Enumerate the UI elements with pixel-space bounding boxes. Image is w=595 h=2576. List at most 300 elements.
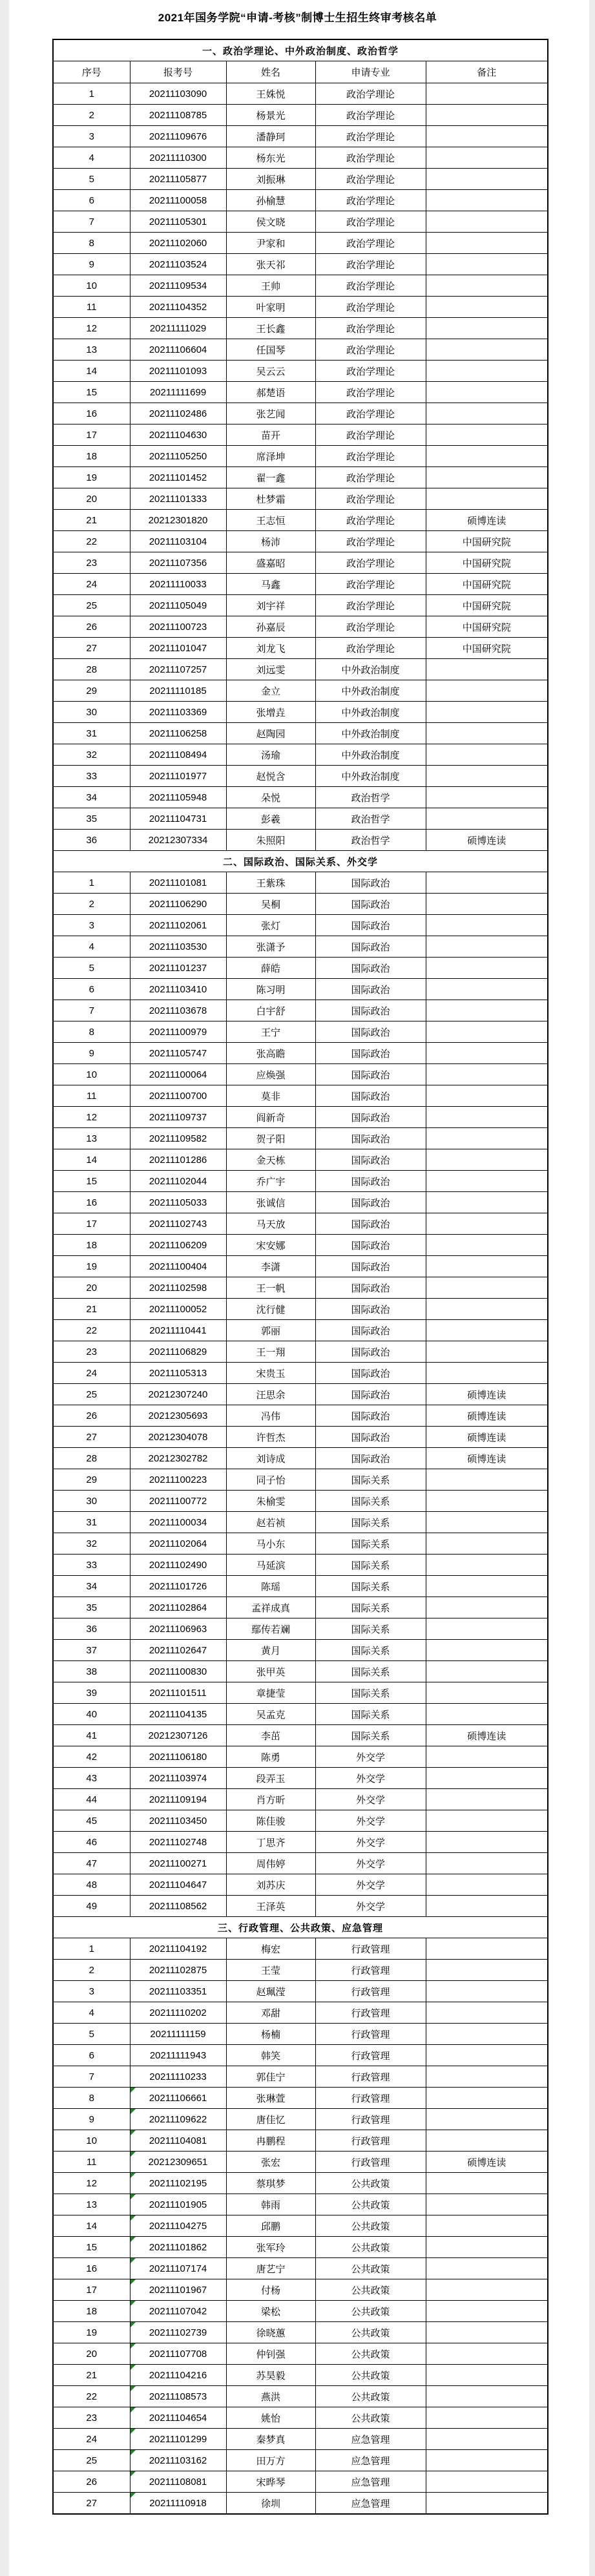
cell-note (426, 1832, 548, 1853)
cell-major: 政治学理论 (315, 126, 426, 147)
cell-note (426, 105, 548, 126)
cell-major: 行政管理 (315, 1960, 426, 1981)
cell-note (426, 1171, 548, 1192)
cell-applicant-id: 20211102195 (130, 2173, 226, 2194)
cell-seq: 21 (53, 1299, 130, 1320)
cell-applicant-id: 20211100830 (130, 1661, 226, 1682)
cell-name: 仲钊强 (226, 2343, 315, 2365)
cell-name: 黄月 (226, 1640, 315, 1661)
cell-seq: 24 (53, 574, 130, 595)
cell-name: 韩雨 (226, 2194, 315, 2215)
cell-applicant-id: 20211110233 (130, 2066, 226, 2088)
cell-name: 孙嘉辰 (226, 616, 315, 638)
cell-note (426, 2322, 548, 2343)
cell-name: 马鑫 (226, 574, 315, 595)
cell-applicant-id: 20211104275 (130, 2215, 226, 2237)
cell-major: 外交学 (315, 1896, 426, 1917)
cell-seq: 1 (53, 1938, 130, 1960)
cell-name: 阎新奇 (226, 1107, 315, 1128)
cell-seq: 13 (53, 339, 130, 361)
cell-name: 王莹 (226, 1960, 315, 1981)
table-row (53, 1533, 548, 1555)
cell-note (426, 382, 548, 403)
cell-note (426, 723, 548, 744)
cell-seq: 24 (53, 2429, 130, 2450)
cell-major: 应急管理 (315, 2429, 426, 2450)
cell-name: 叶家明 (226, 297, 315, 318)
cell-applicant-id: 20211108494 (130, 744, 226, 766)
cell-major: 公共政策 (315, 2301, 426, 2322)
cell-major: 政治学理论 (315, 552, 426, 574)
cell-name: 吴孟克 (226, 1704, 315, 1725)
table-row (53, 1021, 548, 1043)
cell-applicant-id: 20211100723 (130, 616, 226, 638)
cell-major: 国际政治 (315, 915, 426, 936)
cell-note (426, 958, 548, 979)
cell-applicant-id: 20211106180 (130, 1746, 226, 1768)
cell-major: 政治学理论 (315, 190, 426, 211)
table-row (53, 1576, 548, 1597)
cell-applicant-id: 20211102748 (130, 1832, 226, 1853)
cell-applicant-id: 20211100700 (130, 1085, 226, 1107)
cell-seq: 5 (53, 958, 130, 979)
cell-note (426, 659, 548, 680)
cell-note (426, 1064, 548, 1085)
cell-name: 田万方 (226, 2450, 315, 2471)
cell-name: 李潇 (226, 1256, 315, 1277)
cell-note (426, 2279, 548, 2301)
cell-applicant-id: 20211103450 (130, 1810, 226, 1832)
table-row (53, 2237, 548, 2258)
cell-applicant-id: 20211110185 (130, 680, 226, 702)
cell-major: 国际关系 (315, 1661, 426, 1682)
cell-applicant-id: 20211103104 (130, 531, 226, 552)
number-stored-as-text-marker-icon (130, 2152, 136, 2157)
cell-major: 国际关系 (315, 1725, 426, 1746)
cell-note (426, 2024, 548, 2045)
cell-applicant-id: 20211104081 (130, 2130, 226, 2152)
table-row (53, 1874, 548, 1896)
cell-note (426, 2130, 548, 2152)
cell-applicant-id: 20211100034 (130, 1512, 226, 1533)
cell-major: 政治学理论 (315, 83, 426, 105)
cell-seq: 7 (53, 211, 130, 233)
cell-note (426, 1896, 548, 1917)
cell-name: 应焕强 (226, 1064, 315, 1085)
cell-major: 外交学 (315, 1789, 426, 1810)
page-right-margin (589, 0, 595, 2576)
table-row (53, 2173, 548, 2194)
cell-applicant-id: 20211108081 (130, 2471, 226, 2493)
cell-note (426, 1576, 548, 1597)
cell-name: 朱榆雯 (226, 1491, 315, 1512)
cell-note (426, 872, 548, 894)
cell-applicant-id: 20211104630 (130, 424, 226, 446)
cell-major: 国际关系 (315, 1512, 426, 1533)
cell-seq: 30 (53, 1491, 130, 1512)
cell-seq: 23 (53, 1341, 130, 1363)
cell-major: 政治学理论 (315, 403, 426, 424)
table-row (53, 1491, 548, 1512)
table-row (53, 382, 548, 403)
cell-name: 张增垚 (226, 702, 315, 723)
cell-seq: 29 (53, 1469, 130, 1491)
cell-name: 秦梦真 (226, 2429, 315, 2450)
table-row (53, 616, 548, 638)
cell-seq: 13 (53, 2194, 130, 2215)
cell-note (426, 2450, 548, 2471)
cell-applicant-id: 20211106963 (130, 1618, 226, 1640)
cell-major: 国际政治 (315, 1235, 426, 1256)
cell-major: 国际政治 (315, 1299, 426, 1320)
cell-seq: 8 (53, 1021, 130, 1043)
cell-major: 政治学理论 (315, 339, 426, 361)
cell-major: 应急管理 (315, 2450, 426, 2471)
cell-major: 国际政治 (315, 1213, 426, 1235)
cell-major: 政治学理论 (315, 467, 426, 488)
table-row (53, 2002, 548, 2024)
table-row (53, 105, 548, 126)
table-row (53, 1896, 548, 1917)
cell-major: 国际政治 (315, 872, 426, 894)
cell-seq: 35 (53, 1597, 130, 1618)
cell-name: 张诚信 (226, 1192, 315, 1213)
cell-note (426, 1128, 548, 1149)
table-row (53, 702, 548, 723)
cell-major: 公共政策 (315, 2258, 426, 2279)
table-row (53, 2365, 548, 2386)
table-row (53, 1213, 548, 1235)
cell-seq: 22 (53, 1320, 130, 1341)
cell-applicant-id: 20211100979 (130, 1021, 226, 1043)
cell-major: 外交学 (315, 1853, 426, 1874)
roster-table-body (53, 39, 548, 2514)
cell-major: 国际关系 (315, 1618, 426, 1640)
cell-seq: 42 (53, 1746, 130, 1768)
number-stored-as-text-marker-icon (130, 2322, 136, 2327)
cell-seq: 6 (53, 979, 130, 1000)
cell-seq: 29 (53, 680, 130, 702)
cell-name: 莫非 (226, 1085, 315, 1107)
table-row (53, 2322, 548, 2343)
cell-seq: 3 (53, 126, 130, 147)
cell-applicant-id: 20212307126 (130, 1725, 226, 1746)
cell-name: 苗开 (226, 424, 315, 446)
number-stored-as-text-marker-icon (130, 2237, 136, 2242)
cell-note (426, 915, 548, 936)
cell-name: 汪思余 (226, 1384, 315, 1405)
cell-major: 公共政策 (315, 2343, 426, 2365)
table-row (53, 659, 548, 680)
cell-major: 国际关系 (315, 1491, 426, 1512)
table-row (53, 2024, 548, 2045)
cell-note (426, 1000, 548, 1021)
cell-major: 国际政治 (315, 1128, 426, 1149)
table-row (53, 595, 548, 616)
cell-seq: 2 (53, 894, 130, 915)
cell-applicant-id: 20211105049 (130, 595, 226, 616)
cell-applicant-id: 20211102044 (130, 1171, 226, 1192)
cell-major: 中外政治制度 (315, 744, 426, 766)
cell-name: 郭丽 (226, 1320, 315, 1341)
cell-major: 国际政治 (315, 1427, 426, 1448)
cell-applicant-id: 20211106661 (130, 2088, 226, 2109)
cell-seq: 23 (53, 552, 130, 574)
cell-applicant-id: 20211102490 (130, 1555, 226, 1576)
cell-applicant-id: 20211101333 (130, 488, 226, 510)
cell-note (426, 808, 548, 830)
cell-applicant-id: 20211106258 (130, 723, 226, 744)
cell-applicant-id: 20211104352 (130, 297, 226, 318)
cell-major: 政治学理论 (315, 318, 426, 339)
cell-applicant-id: 20211107708 (130, 2343, 226, 2365)
number-stored-as-text-marker-icon (130, 2365, 136, 2370)
cell-major: 国际政治 (315, 1341, 426, 1363)
table-row (53, 830, 548, 851)
cell-major: 国际关系 (315, 1555, 426, 1576)
cell-seq: 32 (53, 744, 130, 766)
cell-major: 行政管理 (315, 2109, 426, 2130)
cell-major: 公共政策 (315, 2365, 426, 2386)
cell-note (426, 275, 548, 297)
column-header: 序号 (53, 61, 130, 83)
cell-applicant-id: 20211102739 (130, 2322, 226, 2343)
cell-applicant-id: 20211101977 (130, 766, 226, 787)
cell-applicant-id: 20212304078 (130, 1427, 226, 1448)
cell-major: 政治学理论 (315, 382, 426, 403)
table-row (53, 2386, 548, 2407)
cell-name: 刘振琳 (226, 169, 315, 190)
cell-note: 硕博连读 (426, 1405, 548, 1427)
table-row (53, 958, 548, 979)
cell-applicant-id: 20211107257 (130, 659, 226, 680)
cell-seq: 22 (53, 531, 130, 552)
cell-name: 尹家和 (226, 233, 315, 254)
cell-applicant-id: 20211110300 (130, 147, 226, 169)
cell-name: 邓甜 (226, 2002, 315, 2024)
table-row (53, 2152, 548, 2173)
cell-applicant-id: 20211110202 (130, 2002, 226, 2024)
cell-major: 政治学理论 (315, 361, 426, 382)
cell-major: 政治学理论 (315, 254, 426, 275)
number-stored-as-text-marker-icon (130, 2130, 136, 2135)
table-row (53, 723, 548, 744)
cell-note (426, 1299, 548, 1320)
cell-name: 刘远雯 (226, 659, 315, 680)
table-row (53, 1405, 548, 1427)
cell-seq: 1 (53, 83, 130, 105)
cell-major: 政治学理论 (315, 169, 426, 190)
cell-note (426, 1640, 548, 1661)
table-row (53, 2279, 548, 2301)
cell-major: 政治学理论 (315, 638, 426, 659)
number-stored-as-text-marker-icon (130, 2109, 136, 2114)
cell-seq: 20 (53, 2343, 130, 2365)
cell-note (426, 744, 548, 766)
cell-applicant-id: 20211103530 (130, 936, 226, 958)
number-stored-as-text-marker-icon (130, 2429, 136, 2434)
cell-applicant-id: 20211101047 (130, 638, 226, 659)
cell-seq: 32 (53, 1533, 130, 1555)
cell-note (426, 2493, 548, 2515)
cell-name: 杜梦霜 (226, 488, 315, 510)
cell-name: 薛皓 (226, 958, 315, 979)
cell-major: 公共政策 (315, 2173, 426, 2194)
table-row (53, 979, 548, 1000)
table-row (53, 1960, 548, 1981)
cell-applicant-id: 20211100052 (130, 1299, 226, 1320)
cell-note (426, 1810, 548, 1832)
table-row (53, 2493, 548, 2515)
cell-major: 国际关系 (315, 1704, 426, 1725)
table-row (53, 1597, 548, 1618)
column-header: 报考号 (130, 61, 226, 83)
cell-seq: 6 (53, 2045, 130, 2066)
cell-seq: 37 (53, 1640, 130, 1661)
cell-applicant-id: 20211104216 (130, 2365, 226, 2386)
cell-seq: 12 (53, 1107, 130, 1128)
table-row (53, 531, 548, 552)
cell-seq: 20 (53, 1277, 130, 1299)
cell-seq: 25 (53, 2450, 130, 2471)
cell-major: 行政管理 (315, 2002, 426, 2024)
number-stored-as-text-marker-icon (130, 2279, 136, 2285)
cell-name: 李茁 (226, 1725, 315, 1746)
cell-applicant-id: 20211102864 (130, 1597, 226, 1618)
cell-major: 国际政治 (315, 1320, 426, 1341)
cell-name: 韩笑 (226, 2045, 315, 2066)
table-row (53, 1469, 548, 1491)
cell-name: 徐圳 (226, 2493, 315, 2515)
cell-name: 张宏 (226, 2152, 315, 2173)
cell-note (426, 2429, 548, 2450)
cell-major: 国际政治 (315, 979, 426, 1000)
cell-seq: 27 (53, 638, 130, 659)
table-row (53, 1064, 548, 1085)
cell-major: 行政管理 (315, 2045, 426, 2066)
cell-seq: 9 (53, 1043, 130, 1064)
cell-applicant-id: 20211101299 (130, 2429, 226, 2450)
cell-applicant-id: 20211108562 (130, 1896, 226, 1917)
cell-name: 张灯 (226, 915, 315, 936)
cell-note: 硕博连读 (426, 830, 548, 851)
cell-note (426, 2258, 548, 2279)
cell-name: 陈瑶 (226, 1576, 315, 1597)
column-header: 申请专业 (315, 61, 426, 83)
cell-name: 燕洪 (226, 2386, 315, 2407)
number-stored-as-text-marker-icon (130, 2343, 136, 2349)
table-row (53, 297, 548, 318)
cell-name: 赵悦含 (226, 766, 315, 787)
cell-name: 杨东光 (226, 147, 315, 169)
cell-note (426, 2088, 548, 2109)
cell-major: 政治学理论 (315, 531, 426, 552)
table-row (53, 1640, 548, 1661)
cell-note (426, 894, 548, 915)
cell-note (426, 1107, 548, 1128)
cell-applicant-id: 20211102875 (130, 1960, 226, 1981)
cell-major: 外交学 (315, 1768, 426, 1789)
cell-major: 公共政策 (315, 2279, 426, 2301)
cell-applicant-id: 20211105313 (130, 1363, 226, 1384)
cell-note: 中国研究院 (426, 595, 548, 616)
table-row (53, 2429, 548, 2450)
cell-note: 硕博连读 (426, 1448, 548, 1469)
cell-major: 国际政治 (315, 1405, 426, 1427)
cell-note (426, 1960, 548, 1981)
cell-applicant-id: 20211103351 (130, 1981, 226, 2002)
cell-major: 国际政治 (315, 1107, 426, 1128)
cell-name: 徐晓蕙 (226, 2322, 315, 2343)
table-row (53, 147, 548, 169)
cell-major: 政治学理论 (315, 510, 426, 531)
cell-name: 潘静珂 (226, 126, 315, 147)
cell-name: 张潇予 (226, 936, 315, 958)
cell-major: 政治学理论 (315, 211, 426, 233)
cell-name: 郝楚语 (226, 382, 315, 403)
cell-name: 宋贵玉 (226, 1363, 315, 1384)
cell-major: 行政管理 (315, 1938, 426, 1960)
cell-applicant-id: 20211100271 (130, 1853, 226, 1874)
table-row (53, 1363, 548, 1384)
cell-name: 马天放 (226, 1213, 315, 1235)
table-row (53, 872, 548, 894)
cell-major: 行政管理 (315, 2088, 426, 2109)
cell-major: 政治学理论 (315, 233, 426, 254)
cell-note (426, 1149, 548, 1171)
cell-seq: 18 (53, 446, 130, 467)
cell-note: 硕博连读 (426, 1725, 548, 1746)
table-row (53, 1427, 548, 1448)
cell-major: 公共政策 (315, 2407, 426, 2429)
table-row (53, 680, 548, 702)
cell-major: 政治学理论 (315, 105, 426, 126)
document-title: 2021年国务学院“申请-考核”制博士生招生终审考核名单 (158, 12, 437, 24)
cell-note: 中国研究院 (426, 531, 548, 552)
table-row (53, 1384, 548, 1405)
cell-seq: 16 (53, 403, 130, 424)
cell-major: 外交学 (315, 1746, 426, 1768)
cell-note (426, 2215, 548, 2237)
cell-major: 国际关系 (315, 1576, 426, 1597)
cell-note (426, 2386, 548, 2407)
cell-applicant-id: 20211103369 (130, 702, 226, 723)
table-row (53, 744, 548, 766)
cell-name: 赵若祯 (226, 1512, 315, 1533)
cell-applicant-id: 20211102598 (130, 1277, 226, 1299)
table-row (53, 1832, 548, 1853)
cell-major: 国际关系 (315, 1682, 426, 1704)
cell-seq: 38 (53, 1661, 130, 1682)
cell-seq: 14 (53, 1149, 130, 1171)
cell-note: 硕博连读 (426, 1427, 548, 1448)
table-row (53, 2194, 548, 2215)
cell-applicant-id: 20211101726 (130, 1576, 226, 1597)
cell-note (426, 1320, 548, 1341)
number-stored-as-text-marker-icon (130, 2407, 136, 2413)
cell-seq: 25 (53, 595, 130, 616)
cell-major: 中外政治制度 (315, 659, 426, 680)
cell-name: 席泽坤 (226, 446, 315, 467)
table-row (53, 2215, 548, 2237)
cell-name: 张天祁 (226, 254, 315, 275)
cell-name: 金天栋 (226, 1149, 315, 1171)
cell-note (426, 680, 548, 702)
cell-seq: 43 (53, 1768, 130, 1789)
cell-note (426, 403, 548, 424)
cell-major: 国际政治 (315, 894, 426, 915)
cell-major: 政治学理论 (315, 424, 426, 446)
